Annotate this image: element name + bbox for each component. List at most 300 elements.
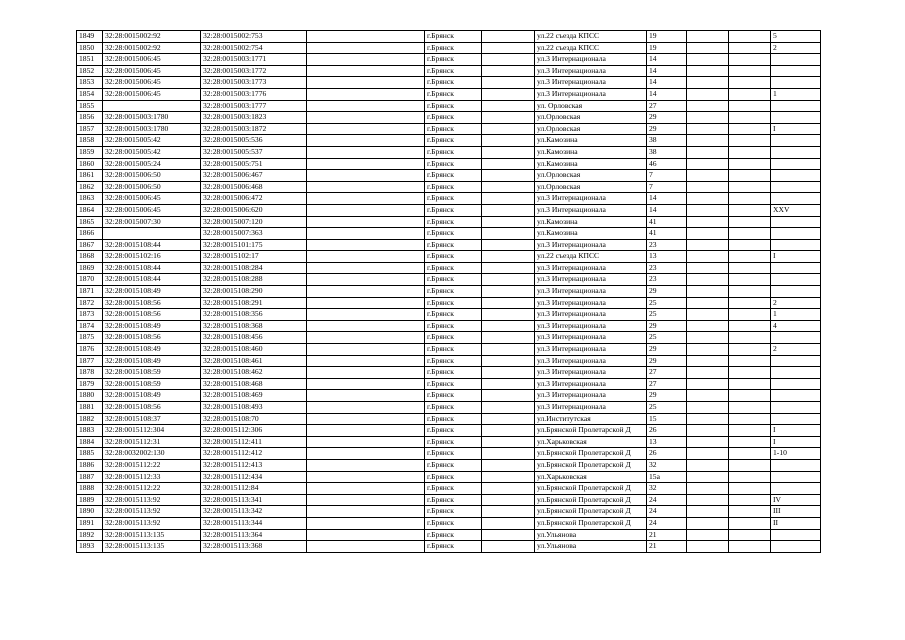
cell-empty-column: [482, 471, 535, 483]
cell-cadastral-number: 32:28:0015006:620: [201, 204, 307, 216]
cell-empty-column: [307, 448, 425, 460]
cell-apartment: II: [771, 517, 821, 529]
cell-empty-column: [687, 355, 729, 367]
cell-empty-column: [482, 529, 535, 541]
cell-empty-column: [687, 541, 729, 553]
cell-cadastral-number: 32:28:0015108:290: [201, 286, 307, 298]
cell-row-number: 1878: [77, 367, 103, 379]
cell-empty-column: [687, 54, 729, 66]
cell-empty-column: [687, 42, 729, 54]
cell-parent-cadastral-number: 32:28:0015108:49: [103, 286, 201, 298]
cell-empty-column: [687, 529, 729, 541]
cell-empty-column: [482, 459, 535, 471]
cell-row-number: 1850: [77, 42, 103, 54]
cell-apartment: III: [771, 506, 821, 518]
cell-empty-column: [307, 146, 425, 158]
cell-parent-cadastral-number: 32:28:0015006:50: [103, 170, 201, 182]
cell-empty-column: [482, 506, 535, 518]
table-row: [77, 425, 821, 437]
cell-empty-column: [482, 262, 535, 274]
cell-apartment: 4: [771, 320, 821, 332]
cell-apartment: 2: [771, 42, 821, 54]
cell-empty-column: [687, 332, 729, 344]
cell-parent-cadastral-number: 32:28:0015102:16: [103, 251, 201, 263]
cell-cadastral-number: 32:28:0015005:536: [201, 135, 307, 147]
cell-street: ул.22 съезда КПСС: [535, 31, 647, 43]
cell-empty-column: [307, 158, 425, 170]
cell-street: ул.Брянской Пролетарской Д: [535, 506, 647, 518]
cell-empty-column: [729, 262, 771, 274]
cell-empty-column: [687, 216, 729, 228]
cell-empty-column: [482, 344, 535, 356]
cell-empty-column: [482, 286, 535, 298]
cell-house-number: 14: [647, 65, 687, 77]
cell-city: г.Брянск: [425, 517, 482, 529]
cell-city: г.Брянск: [425, 274, 482, 286]
cell-empty-column: [307, 65, 425, 77]
cell-empty-column: [729, 471, 771, 483]
cell-cadastral-number: 32:28:0015003:1771: [201, 54, 307, 66]
cell-empty-column: [729, 517, 771, 529]
cell-street: ул.3 Интернационала: [535, 355, 647, 367]
cell-row-number: 1859: [77, 146, 103, 158]
cell-row-number: 1866: [77, 228, 103, 240]
cell-apartment: [771, 274, 821, 286]
cell-empty-column: [482, 135, 535, 147]
cell-city: г.Брянск: [425, 193, 482, 205]
cell-cadastral-number: 32:28:0015108:493: [201, 402, 307, 414]
cell-city: г.Брянск: [425, 483, 482, 495]
cell-row-number: 1858: [77, 135, 103, 147]
cell-apartment: [771, 367, 821, 379]
table-row: [77, 135, 821, 147]
cell-cadastral-number: 32:28:0015002:753: [201, 31, 307, 43]
cell-street: ул.3 Интернационала: [535, 390, 647, 402]
table-row: [77, 262, 821, 274]
cell-empty-column: [482, 181, 535, 193]
cell-empty-column: [307, 517, 425, 529]
cell-apartment: [771, 228, 821, 240]
cell-empty-column: [482, 123, 535, 135]
cell-empty-column: [729, 228, 771, 240]
cell-empty-column: [729, 112, 771, 124]
cell-row-number: 1881: [77, 402, 103, 414]
table-row: [77, 355, 821, 367]
cell-parent-cadastral-number: 32:28:0015112:31: [103, 436, 201, 448]
cell-empty-column: [307, 425, 425, 437]
cell-empty-column: [482, 390, 535, 402]
cell-empty-column: [482, 239, 535, 251]
cell-row-number: 1893: [77, 541, 103, 553]
table-row: [77, 181, 821, 193]
cell-apartment: [771, 181, 821, 193]
cell-empty-column: [482, 204, 535, 216]
cell-cadastral-number: 32:28:0015112:412: [201, 448, 307, 460]
cell-parent-cadastral-number: 32:28:0015108:56: [103, 309, 201, 321]
cell-parent-cadastral-number: 32:28:0015113:92: [103, 494, 201, 506]
cell-parent-cadastral-number: 32:28:0015108:49: [103, 344, 201, 356]
cell-street: ул.Харьковская: [535, 436, 647, 448]
cell-empty-column: [687, 170, 729, 182]
data-table: [76, 30, 821, 553]
cell-parent-cadastral-number: 32:28:0015113:135: [103, 529, 201, 541]
cell-parent-cadastral-number: 32:28:0015108:56: [103, 402, 201, 414]
cell-empty-column: [687, 262, 729, 274]
cell-empty-column: [687, 239, 729, 251]
table-row: [77, 216, 821, 228]
cell-empty-column: [482, 402, 535, 414]
cell-empty-column: [307, 367, 425, 379]
cell-street: ул.22 съезда КПСС: [535, 42, 647, 54]
cell-empty-column: [687, 471, 729, 483]
cell-apartment: XXV: [771, 204, 821, 216]
cell-empty-column: [307, 262, 425, 274]
cell-empty-column: [307, 309, 425, 321]
cell-empty-column: [687, 204, 729, 216]
cell-house-number: 14: [647, 193, 687, 205]
cell-empty-column: [729, 320, 771, 332]
cell-parent-cadastral-number: 32:28:0015112:33: [103, 471, 201, 483]
cell-empty-column: [307, 413, 425, 425]
cell-city: г.Брянск: [425, 135, 482, 147]
cell-house-number: 29: [647, 344, 687, 356]
cell-house-number: 26: [647, 448, 687, 460]
cell-empty-column: [307, 402, 425, 414]
cell-city: г.Брянск: [425, 344, 482, 356]
cell-empty-column: [307, 483, 425, 495]
cell-street: ул.Ульянова: [535, 541, 647, 553]
cell-house-number: 27: [647, 367, 687, 379]
cell-house-number: 24: [647, 517, 687, 529]
cell-city: г.Брянск: [425, 31, 482, 43]
cell-row-number: 1879: [77, 378, 103, 390]
table-row: [77, 390, 821, 402]
cell-empty-column: [687, 158, 729, 170]
cell-row-number: 1860: [77, 158, 103, 170]
cell-empty-column: [729, 541, 771, 553]
cell-empty-column: [729, 158, 771, 170]
cell-row-number: 1857: [77, 123, 103, 135]
cell-street: ул.3 Интернационала: [535, 262, 647, 274]
cell-parent-cadastral-number: 32:28:0015005:24: [103, 158, 201, 170]
cell-cadastral-number: 32:28:0015112:411: [201, 436, 307, 448]
cell-street: ул.3 Интернационала: [535, 286, 647, 298]
cell-empty-column: [307, 344, 425, 356]
cell-row-number: 1888: [77, 483, 103, 495]
cell-empty-column: [687, 425, 729, 437]
table-row: [77, 239, 821, 251]
cell-empty-column: [729, 297, 771, 309]
cell-empty-column: [307, 112, 425, 124]
cell-empty-column: [482, 193, 535, 205]
cell-apartment: [771, 135, 821, 147]
cell-empty-column: [307, 100, 425, 112]
table-row: [77, 483, 821, 495]
cell-cadastral-number: 32:28:0015113:364: [201, 529, 307, 541]
cell-empty-column: [729, 494, 771, 506]
cell-empty-column: [482, 355, 535, 367]
cell-empty-column: [307, 228, 425, 240]
cell-apartment: [771, 378, 821, 390]
cell-house-number: 27: [647, 100, 687, 112]
cell-parent-cadastral-number: 32:28:0015108:44: [103, 274, 201, 286]
cell-street: ул.3 Интернационала: [535, 77, 647, 89]
cell-empty-column: [729, 88, 771, 100]
cell-house-number: 15: [647, 413, 687, 425]
cell-empty-column: [687, 228, 729, 240]
cell-empty-column: [482, 112, 535, 124]
cell-cadastral-number: 32:28:0015108:291: [201, 297, 307, 309]
cell-empty-column: [729, 413, 771, 425]
cell-city: г.Брянск: [425, 494, 482, 506]
table-row: [77, 42, 821, 54]
cell-row-number: 1863: [77, 193, 103, 205]
cell-empty-column: [729, 355, 771, 367]
cell-street: ул.Брянской Пролетарской Д: [535, 517, 647, 529]
cell-apartment: [771, 471, 821, 483]
cell-empty-column: [482, 436, 535, 448]
cell-cadastral-number: 32:28:0015108:461: [201, 355, 307, 367]
cell-empty-column: [307, 204, 425, 216]
cell-empty-column: [307, 471, 425, 483]
cell-parent-cadastral-number: 32:28:0015108:44: [103, 262, 201, 274]
cell-empty-column: [687, 100, 729, 112]
cell-street: ул.3 Интернационала: [535, 204, 647, 216]
cell-house-number: 25: [647, 309, 687, 321]
cell-empty-column: [729, 146, 771, 158]
cell-row-number: 1887: [77, 471, 103, 483]
cell-house-number: 19: [647, 42, 687, 54]
table-row: [77, 88, 821, 100]
cell-street: ул.3 Интернационала: [535, 274, 647, 286]
cell-empty-column: [307, 31, 425, 43]
cell-street: ул.3 Интернационала: [535, 309, 647, 321]
cell-parent-cadastral-number: 32:28:0015112:22: [103, 483, 201, 495]
cell-city: г.Брянск: [425, 239, 482, 251]
cell-empty-column: [687, 459, 729, 471]
table-row: [77, 517, 821, 529]
cell-street: ул.3 Интернационала: [535, 65, 647, 77]
cell-row-number: 1855: [77, 100, 103, 112]
cell-house-number: 29: [647, 123, 687, 135]
cell-house-number: 38: [647, 135, 687, 147]
cell-apartment: [771, 483, 821, 495]
cell-row-number: 1891: [77, 517, 103, 529]
table-row: [77, 309, 821, 321]
cell-empty-column: [687, 88, 729, 100]
cell-city: г.Брянск: [425, 541, 482, 553]
table-row: [77, 506, 821, 518]
cell-street: ул.Ульянова: [535, 529, 647, 541]
cell-city: г.Брянск: [425, 251, 482, 263]
cell-row-number: 1892: [77, 529, 103, 541]
cell-cadastral-number: 32:28:0015108:468: [201, 378, 307, 390]
cell-empty-column: [482, 378, 535, 390]
cell-row-number: 1865: [77, 216, 103, 228]
table-row: [77, 77, 821, 89]
cell-parent-cadastral-number: 32:28:0015113:92: [103, 506, 201, 518]
cell-empty-column: [307, 77, 425, 89]
cell-house-number: 13: [647, 251, 687, 263]
cell-cadastral-number: 32:28:0015112:413: [201, 459, 307, 471]
cell-street: ул.Орловская: [535, 112, 647, 124]
cell-empty-column: [687, 378, 729, 390]
cell-empty-column: [729, 42, 771, 54]
cell-empty-column: [482, 77, 535, 89]
table-row: [77, 170, 821, 182]
cell-parent-cadastral-number: 32:28:0015003:1780: [103, 123, 201, 135]
table-row: [77, 332, 821, 344]
cell-street: ул.3 Интернационала: [535, 367, 647, 379]
cell-row-number: 1864: [77, 204, 103, 216]
cell-cadastral-number: 32:28:0015113:342: [201, 506, 307, 518]
cell-street: ул.Камозина: [535, 228, 647, 240]
cell-empty-column: [482, 158, 535, 170]
cell-empty-column: [482, 228, 535, 240]
cell-row-number: 1889: [77, 494, 103, 506]
cell-parent-cadastral-number: [103, 228, 201, 240]
cell-city: г.Брянск: [425, 42, 482, 54]
cell-empty-column: [729, 344, 771, 356]
cell-cadastral-number: 32:28:0015006:472: [201, 193, 307, 205]
table-row: [77, 471, 821, 483]
cell-row-number: 1885: [77, 448, 103, 460]
cell-cadastral-number: 32:28:0015108:356: [201, 309, 307, 321]
cell-empty-column: [482, 274, 535, 286]
cell-city: г.Брянск: [425, 88, 482, 100]
cell-apartment: 5: [771, 31, 821, 43]
cell-empty-column: [307, 239, 425, 251]
cell-city: г.Брянск: [425, 77, 482, 89]
cell-parent-cadastral-number: 32:28:0015005:42: [103, 146, 201, 158]
cell-city: г.Брянск: [425, 54, 482, 66]
cell-apartment: [771, 77, 821, 89]
cell-street: ул.3 Интернационала: [535, 88, 647, 100]
cell-empty-column: [482, 31, 535, 43]
cell-house-number: 19: [647, 31, 687, 43]
cell-parent-cadastral-number: 32:28:0015006:45: [103, 65, 201, 77]
cell-house-number: 23: [647, 262, 687, 274]
cell-city: г.Брянск: [425, 146, 482, 158]
cell-empty-column: [687, 436, 729, 448]
cell-cadastral-number: 32:28:0015108:456: [201, 332, 307, 344]
cell-empty-column: [482, 367, 535, 379]
cell-parent-cadastral-number: 32:28:0015108:59: [103, 378, 201, 390]
cell-parent-cadastral-number: 32:28:0015002:92: [103, 31, 201, 43]
table-row: [77, 65, 821, 77]
cell-apartment: 1: [771, 88, 821, 100]
cell-empty-column: [687, 286, 729, 298]
cell-apartment: [771, 413, 821, 425]
cell-apartment: [771, 65, 821, 77]
cell-empty-column: [687, 146, 729, 158]
table-row: [77, 320, 821, 332]
cell-row-number: 1871: [77, 286, 103, 298]
cell-parent-cadastral-number: 32:28:0015108:59: [103, 367, 201, 379]
cell-empty-column: [482, 65, 535, 77]
cell-street: ул.Харьковская: [535, 471, 647, 483]
cell-row-number: 1886: [77, 459, 103, 471]
cell-city: г.Брянск: [425, 228, 482, 240]
cell-parent-cadastral-number: 32:28:0015108:56: [103, 332, 201, 344]
cell-cadastral-number: 32:28:0015113:341: [201, 494, 307, 506]
table-row: [77, 529, 821, 541]
cell-parent-cadastral-number: 32:28:0015006:45: [103, 77, 201, 89]
cell-row-number: 1867: [77, 239, 103, 251]
table-row: [77, 54, 821, 66]
cell-street: ул.Брянской Пролетарской Д: [535, 425, 647, 437]
cell-city: г.Брянск: [425, 390, 482, 402]
cell-street: ул. Орловская: [535, 100, 647, 112]
cell-house-number: 46: [647, 158, 687, 170]
table-row: [77, 297, 821, 309]
cell-cadastral-number: 32:28:0015003:1872: [201, 123, 307, 135]
cell-parent-cadastral-number: 32:28:0015003:1780: [103, 112, 201, 124]
cell-house-number: 23: [647, 239, 687, 251]
cell-empty-column: [687, 390, 729, 402]
cell-empty-column: [307, 274, 425, 286]
cell-row-number: 1890: [77, 506, 103, 518]
cell-house-number: 14: [647, 88, 687, 100]
cell-empty-column: [307, 355, 425, 367]
cell-empty-column: [729, 181, 771, 193]
table-row: [77, 158, 821, 170]
cell-city: г.Брянск: [425, 332, 482, 344]
cell-parent-cadastral-number: 32:28:0015002:92: [103, 42, 201, 54]
cell-house-number: 13: [647, 436, 687, 448]
cell-cadastral-number: 32:28:0015006:467: [201, 170, 307, 182]
cell-empty-column: [482, 425, 535, 437]
cell-street: ул.3 Интернационала: [535, 402, 647, 414]
cell-city: г.Брянск: [425, 170, 482, 182]
cell-house-number: 29: [647, 355, 687, 367]
cell-parent-cadastral-number: 32:28:0015112:304: [103, 425, 201, 437]
cell-empty-column: [729, 77, 771, 89]
cell-street: ул.3 Интернационала: [535, 54, 647, 66]
cell-house-number: 14: [647, 204, 687, 216]
cell-cadastral-number: 32:28:0015003:1772: [201, 65, 307, 77]
cell-cadastral-number: 32:28:0015003:1773: [201, 77, 307, 89]
cell-house-number: 24: [647, 494, 687, 506]
cell-cadastral-number: 32:28:0015007:120: [201, 216, 307, 228]
cell-house-number: 14: [647, 54, 687, 66]
cell-row-number: 1851: [77, 54, 103, 66]
cell-empty-column: [482, 54, 535, 66]
cell-cadastral-number: 32:28:0015003:1777: [201, 100, 307, 112]
cell-empty-column: [687, 31, 729, 43]
cell-row-number: 1875: [77, 332, 103, 344]
cell-street: ул.Брянской Пролетарской Д: [535, 483, 647, 495]
table-row: [77, 459, 821, 471]
cell-apartment: I: [771, 425, 821, 437]
cell-empty-column: [482, 100, 535, 112]
table-row: [77, 100, 821, 112]
cell-empty-column: [307, 42, 425, 54]
cell-cadastral-number: 32:28:0015108:460: [201, 344, 307, 356]
cell-empty-column: [307, 216, 425, 228]
cell-street: ул.3 Интернационала: [535, 320, 647, 332]
cell-city: г.Брянск: [425, 436, 482, 448]
cell-empty-column: [687, 494, 729, 506]
cell-empty-column: [307, 135, 425, 147]
cell-parent-cadastral-number: 32:28:0015108:37: [103, 413, 201, 425]
cell-empty-column: [729, 448, 771, 460]
cell-empty-column: [482, 309, 535, 321]
cell-city: г.Брянск: [425, 459, 482, 471]
cell-empty-column: [307, 390, 425, 402]
cell-empty-column: [687, 413, 729, 425]
cell-row-number: 1870: [77, 274, 103, 286]
